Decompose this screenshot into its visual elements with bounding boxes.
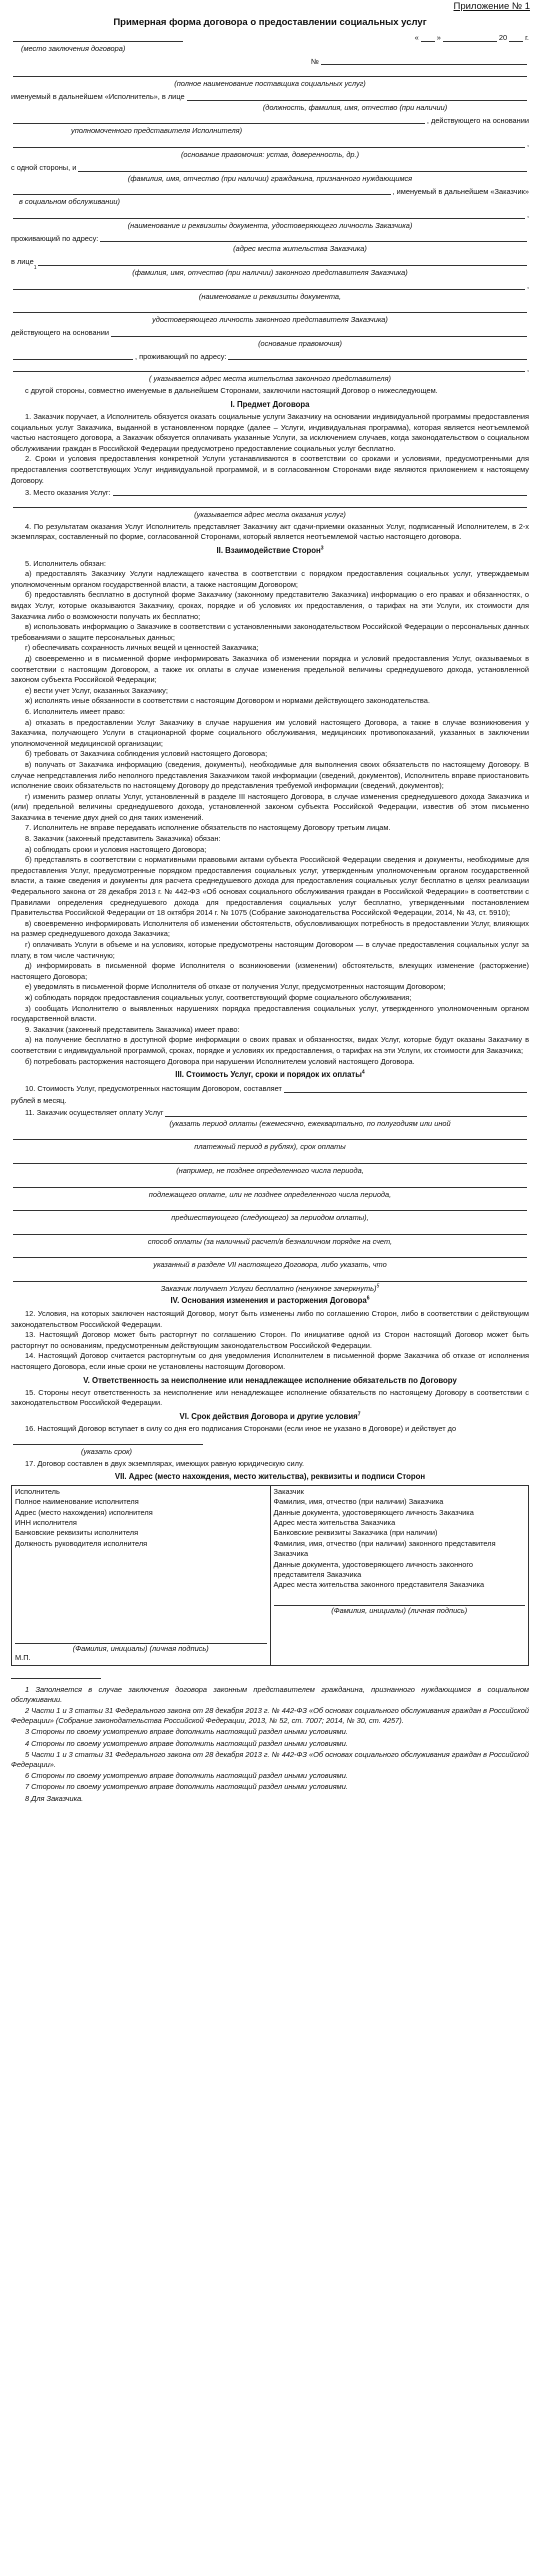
customer-requisite: Фамилия, имя, отчество (при наличии) Заказчика: [273, 1497, 444, 1507]
footnote: 8 Для Заказчика.: [25, 1793, 84, 1803]
section-1-heading: I. Предмет Договора: [230, 399, 310, 409]
preamble: с другой стороны, совместно именуемые в дальнейшем Сторонами, заключили настоящий Договор о нижеследующем.: [25, 385, 438, 395]
customer-requisite: Фамилия, имя, отчество (при наличии) законного представителя Заказчика: [273, 1538, 496, 1559]
section-2-heading: II. Взаимодействие Сторон$^3$: [216, 545, 324, 556]
executor-requisite: Должность руководителя исполнителя: [15, 1538, 148, 1548]
footnote: 1 Заполняется в случае заключения договора законным представителем гражданина, признанного нуждающимся в социальном обслуживании.: [11, 1684, 529, 1704]
appendix-label: Приложение № 1: [453, 1, 530, 12]
footnote: 7 Стороны по своему усмотрению вправе дополнить настоящий раздел иными условиями.: [25, 1782, 348, 1792]
executor-requisite: Банковские реквизиты исполнителя: [15, 1528, 139, 1538]
customer-requisite: Данные документа, удостоверяющего личность Заказчика: [273, 1507, 474, 1517]
customer-requisite: Адрес места жительства Заказчика: [273, 1518, 396, 1527]
section-7-heading: VII. Адрес (место нахождения, место жительства), реквизиты и подписи Сторон: [114, 1472, 426, 1482]
place-caption: (место заключения договора): [21, 43, 126, 53]
requisites-table: [11, 1485, 529, 1666]
section-6-heading: VI. Срок действия Договора и другие условия$^7$: [179, 1411, 361, 1421]
executor-requisite: ИНН исполнителя: [15, 1518, 77, 1527]
date-line: « » 20 г.: [11, 32, 529, 44]
provider-caption: (полное наименование поставщика социальных услуг): [174, 79, 366, 89]
customer-requisite: Адрес места жительства законного представителя Заказчика: [273, 1580, 485, 1590]
document-title: Примерная форма договора о предоставлении социальных услуг: [113, 17, 427, 28]
number-line: №: [11, 55, 529, 67]
section-3-heading: III. Стоимость Услуг, сроки и порядок их оплаты$^4$: [175, 1069, 365, 1080]
footnote: 4 Стороны по своему усмотрению вправе дополнить настоящий раздел иными условиями.: [25, 1738, 348, 1748]
footnote: 6 Стороны по своему усмотрению вправе дополнить настоящий раздел иными условиями.: [25, 1771, 348, 1781]
customer-requisite: Заказчик: [273, 1486, 304, 1496]
customer-requisite: Банковские реквизиты Заказчика (при наличии): [273, 1528, 438, 1538]
executor-requisite: Адрес (место нахождения) исполнителя: [15, 1507, 153, 1517]
customer-requisite: Данные документа, удостоверяющего личность законного представителя Заказчика: [273, 1559, 474, 1580]
named-executor: именуемый в дальнейшем «Исполнитель», в лице: [11, 92, 185, 102]
executor-column: Исполнитель Полное наименование исполнителя Адрес (место нахождения) исполнителя ИНН исполнителя Банковские реквизиты исполнителя Должность руководителя исполнителя (Фамилия, инициалы) (личная подпись) М.П.: [12, 1485, 271, 1665]
footnote: 3 Стороны по своему усмотрению вправе дополнить настоящий раздел иными условиями.: [25, 1727, 348, 1737]
section-5-heading: V. Ответственность за неисполнение или ненадлежащее исполнение обязательств по Договору: [83, 1375, 457, 1385]
executor-requisite: Исполнитель: [15, 1486, 60, 1496]
section-4-heading: IV. Основания изменения и расторжения Договора$^6$: [170, 1295, 370, 1306]
footnote: 2 Части 1 и 3 статьи 31 Федерального закона от 28 декабря 2013 г. № 442-ФЗ «Об основах социального обслуживания граждан в Российской Федерации» (Собрание законодательства Российской Федерации, 2013, № 52, ст. 7007; 2014, № 30, ст. 4257).: [11, 1706, 529, 1726]
footnote-rule: [11, 1678, 101, 1679]
footnotes: [11, 1685, 529, 1804]
contract-document: Приложение № 1 Примерная форма договора о предоставлении социальных услуг « » 20 г. (место заключения договора) № (полное наименование поставщика социальных услуг) именуемый в дальнейшем «Исполнитель», в лице (должность, фамилия, имя, отчество (при наличии) , действующего на основании уполномоченного представителя Исполнителя) , (основание правомочия: устав, доверенность, др.) с одной стороны, и (фамилия, имя, отчество (при наличии) гражданина, признанного нуждающимся , именуемый в дальнейшем «Заказчик» в социальном обслуживании) , (наименование и реквизиты документа, удостоверяющего личность Заказчика) проживающий по адресу: (адрес места жительства Заказчика) в лице 1 (фамилия, имя, отчество (при наличии) законного представителя Заказчика) , (наименование и реквизиты документа, удостоверяющего личность законного представителя Заказчика) действующего на основании (основание правомочия) , проживающий по адресу: , ( указывается адрес места жительства законного представителя) с другой стороны, совместно именуемые в дальнейшем Сторонами, заключили настоящий Договор о нижеследующем. I. Предмет Договора 1. Заказчик поручает, а Исполнитель обязуется оказать социальные услуги Заказчику на основании индивидуальной программы предоставления социальных услуг Заказчика, выданной в установленном порядке (далее – Услуги, индивидуальная программа), которая является неотъемлемой частью настоящего договора, а Заказчик обязуется оплачивать указанные Услуги, за исключением случаев, когда законодательством о социальном обслуживании граждан в Российской Федерации предусмотрено предоставление социальных услуг бесплатно. 2. Сроки и условия предоставления конкретной Услуги устанавливаются в соответствии со сроками и условиями, предусмотренными для предоставления соответствующих Услуг индивидуальной программой, и в согласованном Сторонами виде являются приложением к настоящему Договору. 3. Место оказания Услуг: (указывается адрес места оказания услуг) 4. По результатам оказания Услуг Исполнитель представляет Заказчику акт сдачи-приемки оказанных Услуг, подписанный Исполнителем, в 2-х экземплярах, составленный по форме, согласованной Сторонами, который является неотъемлемой частью настоящего договора. II. Взаимодействие Сторон$^3$ 5. Исполнитель обязан: а) предоставлять Заказчику Услуги надлежащего качества в соответствии с порядком предоставления социальных услуг, утверждаемым уполномоченным органом государственной власти, а также настоящим Договором; б) предоставлять бесплатно в доступной форме Заказчику (законному представителю Заказчика) информацию о его правах и обязанностях, о видах Услуг, которые оказываются Заказчику, сроках, порядке и об условиях их предоставления, о тарифах на эти Услуги, их стоимости для Заказчика либо о возможности получать их бесплатно; в) использовать информацию о Заказчике в соответствии с установленными законодательством Российской Федерации о персональных данных требованиями о защите персональных данных; г) обеспечивать сохранность личных вещей и ценностей Заказчика; д) своевременно и в письменной форме информировать Заказчика об изменении порядка и условий предоставления Услуг, оказываемых в соответствии с настоящим Договором, а также их оплаты в случае изменения предельной величины среднедушевого дохода, установленной законом субъекта Российской Федерации; е) вести учет Услуг, оказанных Заказчику; ж) исполнять иные обязанности в соответствии с настоящим Договором и нормами действующего законодательства. 6. Исполнитель имеет право: а) отказать в предоставлении Услуг Заказчику в случае нарушения им условий настоящего Договора, а также в случае возникновения у Заказчика, получающего Услуги в стационарной форме социального обслуживания, медицинских противопоказаний, указанных в заключении уполномоченной медицинской организации; б) требовать от Заказчика соблюдения условий настоящего Договора; в) получать от Заказчика информацию (сведения, документы), необходимые для выполнения своих обязательств по настоящему Договору. В случае непредставления либо неполного представления Заказчиком такой информации (сведений, документов), Исполнитель вправе приостановить исполнение своих обязательств по настоящему Договору до представления требуемой информации (сведений, документов); г) изменить размер оплаты Услуг, установленный в разделе III настоящего Договора, в случае изменения среднедушевого дохода Заказчика и (или) предельной величины среднедушевого дохода, установленной законом субъекта Российской Федерации, известив об этом письменно Заказчика в течение двух дней со дня таких изменений. 7. Исполнитель не вправе передавать исполнение обязательств по настоящему Договору третьим лицам. 8. Заказчик (законный представитель Заказчика) обязан: а) соблюдать сроки и условия настоящего Договора; б) представлять в соответствии с нормативными правовыми актами субъекта Российской Федерации сведения и документы, необходимые для предоставления Услуг, предусмотренные порядком предоставления социальных услуг, утвержденным уполномоченным органом государственной власти, а также сведения и документы для расчета среднедушевого дохода для предоставления социальных услуг бесплатно в целях реализации Федерального закона от 28 декабря 2013 г. № 442-ФЗ «Об основах социального обслуживания граждан в Российской Федерации» в соответствии с Правилами определения среднедушевого дохода для предоставления социальных услуг бесплатно, утвержденными постановлением Правительства Российской Федерации от 18 октября 2014 г. № 1075 (Собрание законодательства Российской Федерации, 2014, № 43, ст. 5910); в) своевременно информировать Исполнителя об изменении обстоятельств, обусловливающих потребность в предоставлении Услуг, влияющих на размер среднедушевого дохода Заказчика; г) оплачивать Услуги в объеме и на условиях, которые предусмотрены настоящим Договором — в случае предоставления социальных услуг за плату, в том числе частичную; д) информировать в письменной форме Исполнителя о возникновении (изменении) обстоятельств, влекущих изменение (расторжение) настоящего Договора; е) уведомлять в письменной форме Исполнителя об отказе от получения Услуг, предусмотренных настоящим Договором; ж) соблюдать порядок предоставления социальных услуг, соответствующий форме социального обслуживания; з) сообщать Исполнителю о выявленных нарушениях порядка предоставления социальных услуг, утвержденного уполномоченным органом государственной власти. 9. Заказчик (законный представитель Заказчика) имеет право: а) на получение бесплатно в доступной форме информации о своих правах и обязанностях, видах Услуг, которые будут оказаны Заказчику в соответствии с индивидуальной программой, сроках, порядке и условиях их предоставления, о тарифах на эти Услуги, их стоимости для Заказчика; б) потребовать расторжения настоящего Договора при нарушении Исполнителем условий настоящего Договора. III. Стоимость Услуг, сроки и порядок их оплаты$^4$ 10. Стоимость Услуг, предусмотренных настоящим Договором, составляет рублей в месяц . 11. Заказчик осуществляет оплату Услуг (указать период оплаты (ежемесячно, ежеквартально, по полугодиям или иной платежный период в рублях), срок оплаты (например, не позднее определенного числа периода, подлежащего оплате, или не позднее определенного числа периода, предшествующего (следующего) за периодом оплаты), способ оплаты (за наличный расчет/в безналичном порядке на счет, указанный в разделе VII настоящего Договора, либо указать, что Заказчик получает Услуги бесплатно (ненужное зачеркнуть)$^5$ IV. Основания изменения и расторжения Договора$^6$ 12. Условия, на которых заключен настоящий Договор, могут быть изменены либо по соглашению Сторон, либо в соответствии с действующим законодательством Российской Федерации. 13. Настоящий Договор может быть расторгнут по соглашению Сторон. По инициативе одной из Сторон настоящий Договор может быть расторгнут по основаниям, предусмотренным действующим законодательством Российской Федерации. 14. Настоящий Договор считается расторгнутым со дня уведомления Исполнителем в письменной форме Заказчика об отказе от исполнения настоящего Договора, если иные сроки не установлены настоящим Договором. V. Ответственность за неисполнение или ненадлежащее исполнение обязательств по Договору 15. Стороны несут ответственность за неисполнение или ненадлежащее исполнение обязательств по настоящему Договору в соответствии с законодательством Российской Федерации. VI. Срок действия Договора и другие условия$^7$ 16. Настоящий Договор вступает в силу со дня его подписания Сторонами (если иное не указано в Договоре) и действует до (указать срок) 17. Договор составлен в двух экземплярах, имеющих равную юридическую силу. VII. Адрес (место нахождения, место жительства), реквизиты и подписи Сторон Исполнитель Полное наименование исполнителя Адрес (место нахождения) исполнителя ИНН исполнителя Банковские реквизиты исполнителя Должность руководителя исполнителя (Фамилия, инициалы) (личная подпись) М.П. Заказчик Фамилия, имя, отчество (при наличии) Заказчика Данные документа, удостоверяющего личность Заказчика Адрес места жительства Заказчика Банковские реквизиты Заказчика (при наличии) Фамилия, имя, отчество (при наличии) законного представителя Заказчика Данные документа, удостоверяющего личность законного представителя Заказчика Адрес места жительства законного представителя Заказчика (Фамилия, инициалы) (личная подпись) 1 Заполняется в случае заключения договора законным представителем гражданина, признанного нуждающимся в социальном обслуживании. 2 Части 1 и 3 статьи 31 Федерального закона от 28 декабря 2013 г. № 442-ФЗ «Об основах социального обслуживания граждан в Российской Федерации» (Собрание законодательства Российской Федерации, 2013, № 52, ст. 7007; 2014, № 30, ст. 4257). 3 Стороны по своему усмотрению вправе дополнить настоящий раздел иными условиями. 4 Стороны по своему усмотрению вправе дополнить настоящий раздел иными условиями. 5 Части 1 и 3 статьи 31 Федерального закона от 28 декабря 2013 г. № 442-ФЗ «Об основах социального обслуживания граждан в Российской Федерации». 6 Стороны по своему усмотрению вправе дополнить настоящий раздел иными условиями. 7 Стороны по своему усмотрению вправе дополнить настоящий раздел иными условиями. 8 Для Заказчика.: [11, 1, 530, 1803]
executor-requisite: Полное наименование исполнителя: [15, 1497, 139, 1507]
footnote: 5 Части 1 и 3 статьи 31 Федерального закона от 28 декабря 2013 г. № 442-ФЗ «Об основах социального обслуживания граждан в Российской Федерации».: [11, 1749, 529, 1770]
customer-column: Заказчик Фамилия, имя, отчество (при наличии) Заказчика Данные документа, удостоверяющего личность Заказчика Адрес места жительства Заказчика Банковские реквизиты Заказчика (при наличии) Фамилия, имя, отчество (при наличии) законного представителя Заказчика Данные документа, удостоверяющего личность законного представителя Заказчика Адрес места жительства законного представителя Заказчика (Фамилия, инициалы) (личная подпись): [270, 1485, 529, 1665]
place-blank: [13, 41, 183, 42]
